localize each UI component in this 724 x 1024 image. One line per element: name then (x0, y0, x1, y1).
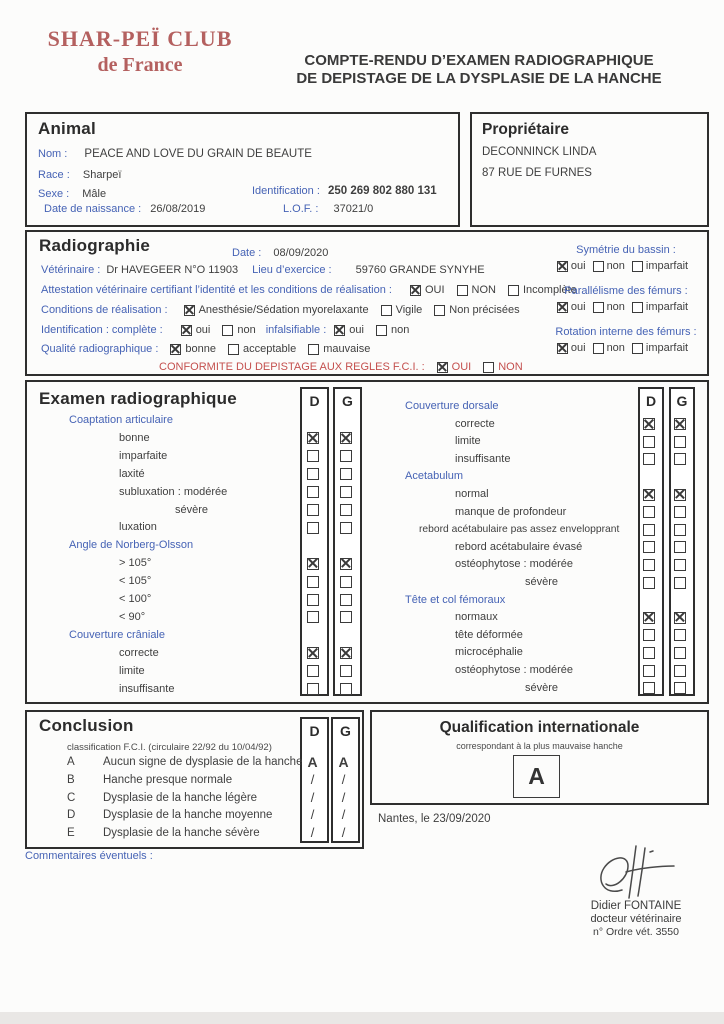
checkbox-unchecked-icon[interactable] (508, 285, 519, 296)
conclusion-d-value: / (310, 825, 315, 841)
checkbox-option (410, 284, 445, 296)
option-label: bonne (185, 343, 217, 355)
col-g-header: G (342, 393, 353, 409)
option-label: imparfait (645, 260, 689, 272)
symetrie-bassin-group (547, 242, 705, 278)
veterinaire-label: Vétérinaire : (41, 264, 101, 276)
club-name-line2: de France (97, 54, 183, 76)
option-label: non (390, 324, 410, 336)
option-label: acceptable (243, 343, 297, 355)
commentaires-label: Commentaires éventuels : (25, 850, 153, 862)
exam-criterion-label: tête déformée (455, 628, 523, 641)
checkbox-unchecked-icon[interactable] (308, 344, 319, 355)
col-d-header: D (309, 393, 320, 409)
checkbox-option (334, 324, 364, 336)
option-label: non (237, 324, 256, 336)
place-date: Nantes, le 23/09/2020 (378, 813, 491, 825)
parallelisme-femurs-options (547, 299, 705, 319)
checkbox-unchecked-icon[interactable] (593, 343, 604, 354)
signataire-name: Didier FONTAINE (590, 900, 682, 912)
exam-criterion-label: sévère (525, 681, 559, 694)
option-label: OUI (451, 361, 472, 373)
exam-section-label: Angle de Norberg-Olsson (69, 539, 194, 552)
option-label: non (606, 301, 625, 313)
exam-criterion-label: limite (119, 664, 145, 677)
signataire-ordre: n° Ordre vét. 3550 (593, 926, 679, 938)
identification-complete-options (181, 324, 256, 336)
document-title-line2: DE DEPISTAGE DE LA DYSPLASIE DE LA HANCHE (296, 70, 662, 87)
option-label: Anesthésie/Sédation myorelaxante (198, 304, 369, 316)
option-label: Incomplète (522, 284, 577, 296)
conclusion-section (25, 710, 364, 849)
checkbox-unchecked-icon[interactable] (643, 682, 655, 694)
checkbox-checked-icon[interactable] (674, 612, 686, 624)
exam-criterion-label: > 105° (119, 557, 152, 570)
sexe-value: Mâle (82, 188, 107, 200)
checkbox-unchecked-icon[interactable] (593, 302, 604, 313)
checkbox-option (593, 340, 625, 357)
race-label: Race : (38, 169, 70, 181)
infalsifiable-options (334, 324, 409, 336)
checkbox-checked-icon[interactable] (334, 325, 345, 336)
checkbox-option (557, 299, 586, 316)
exam-section-label: Couverture dorsale (405, 400, 499, 412)
option-label: NON (498, 361, 523, 373)
conclusion-d-value: A (307, 754, 318, 770)
conclusion-rows (27, 712, 362, 847)
exam-criterion-label: normal (455, 488, 489, 500)
conclusion-d-value: / (310, 771, 315, 787)
checkbox-unchecked-icon[interactable] (674, 682, 686, 694)
option-label: oui (195, 324, 211, 336)
signature-scribble-icon (588, 844, 684, 900)
checkbox-unchecked-icon[interactable] (643, 436, 655, 448)
conclusion-grade-code: A (67, 756, 75, 768)
checkbox-checked-icon[interactable] (181, 325, 192, 336)
exam-criterion-label: < 105° (119, 575, 152, 588)
infalsifiable-label: infalsifiable : (265, 324, 327, 336)
checkbox-unchecked-icon[interactable] (643, 665, 655, 677)
checkbox-option (457, 284, 496, 296)
signataire-titre: docteur vétérinaire (590, 913, 682, 925)
exam-criterion-label: luxation (119, 521, 157, 534)
exam-criterion-label: bonne (119, 431, 150, 444)
checkbox-unchecked-icon[interactable] (483, 362, 494, 373)
checkbox-option (308, 343, 370, 355)
checkbox-option (593, 258, 625, 275)
checkbox-unchecked-icon[interactable] (643, 559, 655, 571)
conclusion-g-value: / (341, 825, 346, 841)
checkbox-option (557, 258, 586, 275)
checkbox-unchecked-icon[interactable] (674, 436, 686, 448)
exam-criterion-label: sévère (175, 503, 209, 516)
checkbox-unchecked-icon[interactable] (228, 344, 239, 355)
exam-criterion-label: ostéophytose : modérée (455, 664, 574, 676)
animal-section (25, 112, 460, 227)
exam-criterion-label: microcéphalie (455, 646, 523, 659)
radiographie-section-title: Radiographie (39, 236, 151, 255)
signature-block (568, 844, 704, 939)
qualification-section (370, 710, 709, 805)
conclusion-grade-label: Aucun signe de dysplasie de la hanche (103, 756, 303, 768)
document-title (248, 52, 710, 88)
conclusion-d-value: / (310, 789, 315, 805)
radiographie-section (25, 230, 709, 376)
option-label: oui (570, 260, 586, 272)
exam-criterion-label: < 100° (119, 593, 152, 605)
radiographie-right-column (547, 242, 705, 365)
col-d-header: D (645, 393, 657, 409)
checkbox-unchecked-icon[interactable] (674, 559, 686, 571)
document-title-line1: COMPTE-RENDU D’EXAMEN RADIOGRAPHIQUE (304, 52, 654, 69)
identification-complete-label: Identification : complète : (41, 324, 163, 336)
col-g-header: G (340, 723, 351, 739)
proprietaire-adresse: 87 RUE DE FURNES (482, 167, 592, 179)
checkbox-unchecked-icon[interactable] (674, 577, 686, 589)
checkbox-unchecked-icon[interactable] (632, 261, 643, 272)
checkbox-unchecked-icon[interactable] (674, 524, 686, 536)
checkbox-option (632, 340, 688, 357)
exam-criterion-label: rebord acétabulaire évasé (455, 540, 583, 553)
qualite-label: Qualité radiographique : (41, 343, 159, 355)
exam-criterion-label: manque de profondeur (455, 505, 567, 518)
checkbox-option (376, 324, 409, 336)
exam-criterion-label: limite (455, 435, 481, 448)
date-label: Date : (232, 247, 262, 259)
conditions-options (184, 304, 520, 316)
checkbox-unchecked-icon[interactable] (376, 325, 387, 336)
checkbox-unchecked-icon[interactable] (674, 665, 686, 677)
qualification-grade-value: A (528, 763, 545, 789)
rotation-femurs-group (547, 324, 705, 360)
lof-label: L.O.F. : (283, 203, 319, 215)
checkbox-option (483, 361, 522, 373)
exam-section-label: Coaptation articulaire (69, 414, 173, 426)
qualification-title: Qualification internationale (439, 719, 640, 736)
option-label: Non précisées (449, 304, 520, 316)
examen-section (25, 380, 709, 704)
conclusion-subtitle: classification F.C.I. (circulaire 22/92 du 10/04/92) (67, 742, 272, 753)
exam-criterion-label: imparfaite (119, 449, 168, 462)
animal-section-title: Animal (38, 119, 96, 138)
checkbox-checked-icon[interactable] (674, 489, 686, 501)
date-value: 08/09/2020 (273, 247, 329, 259)
veterinaire-value: Dr HAVEGEER N°O 11903 (106, 264, 239, 276)
club-name-line1: SHAR-PEÏ CLUB (47, 26, 233, 51)
qualification-subtitle: correspondant à la plus mauvaise hanche (456, 741, 623, 751)
checkbox-option (557, 340, 586, 357)
rotation-femurs-label: Rotation interne des fémurs : (555, 326, 697, 338)
exam-criterion-label: laxité (119, 467, 145, 480)
option-label: Vigile (395, 304, 423, 316)
conclusion-grade-code: C (67, 791, 76, 804)
conformite-options (437, 361, 523, 373)
option-label: oui (570, 301, 586, 313)
checkbox-checked-icon[interactable] (410, 285, 421, 296)
checkbox-option (437, 361, 472, 373)
club-logo (40, 26, 240, 77)
exam-criterion-label: rebord acétabulaire pas assez envelopprant (419, 524, 620, 536)
checkbox-checked-icon[interactable] (184, 305, 195, 316)
checkbox-option (434, 304, 519, 316)
exam-section-label: Tête et col fémoraux (405, 593, 506, 606)
conformite-label: CONFORMITE DU DEPISTAGE AUX REGLES F.C.I. : (159, 361, 425, 373)
conclusion-d-value: / (310, 807, 315, 823)
checkbox-option (181, 324, 211, 336)
proprietaire-section (470, 112, 709, 227)
checkbox-option (381, 304, 423, 316)
conclusion-section-title: Conclusion (39, 716, 134, 735)
checkbox-unchecked-icon[interactable] (643, 541, 655, 553)
qualification-grade-box (513, 755, 560, 798)
checkbox-unchecked-icon[interactable] (457, 285, 468, 296)
checkbox-unchecked-icon[interactable] (674, 541, 686, 553)
checkbox-checked-icon[interactable] (170, 344, 181, 355)
conditions-label: Conditions de réalisation : (41, 304, 168, 316)
symetrie-bassin-label: Symétrie du bassin : (576, 244, 676, 256)
exam-criterion-label: subluxation : modérée (119, 485, 228, 498)
sexe-label: Sexe : (38, 188, 70, 200)
lieu-exercice-label: Lieu d’exercice : (252, 264, 332, 276)
checkbox-unchecked-icon[interactable] (593, 261, 604, 272)
checkbox-unchecked-icon[interactable] (643, 524, 655, 536)
identification-label: Identification : (252, 185, 320, 197)
col-d-header: D (309, 723, 320, 739)
conclusion-g-value: / (341, 807, 346, 823)
conclusion-grade-code: E (67, 827, 75, 840)
checkbox-unchecked-icon[interactable] (643, 629, 655, 641)
lof-value: 37021/0 (333, 203, 374, 215)
nom-value: PEACE AND LOVE DU GRAIN DE BEAUTE (84, 148, 312, 160)
checkbox-unchecked-icon[interactable] (381, 305, 392, 316)
checkbox-unchecked-icon[interactable] (643, 647, 655, 659)
col-g-header: G (676, 393, 688, 409)
checkbox-unchecked-icon[interactable] (632, 343, 643, 354)
exam-criterion-label: sévère (525, 576, 559, 588)
option-label: oui (570, 342, 586, 354)
checkbox-checked-icon[interactable] (643, 612, 655, 624)
symetrie-bassin-options (547, 258, 705, 278)
checkbox-unchecked-icon[interactable] (674, 453, 686, 465)
exam-criterion-label: normaux (455, 611, 498, 624)
rotation-femurs-options (547, 340, 705, 360)
checkbox-checked-icon[interactable] (557, 343, 568, 354)
parallelisme-femurs-label: Parallélisme des fémurs : (564, 285, 688, 297)
exam-section-label: Couverture crâniale (69, 628, 165, 641)
option-label: OUI (424, 284, 445, 296)
examen-section-title: Examen radiographique (39, 389, 237, 408)
checkbox-checked-icon[interactable] (643, 418, 655, 430)
parallelisme-femurs-group (547, 283, 705, 319)
checkbox-option (632, 258, 688, 275)
option-label: imparfait (645, 342, 689, 354)
conclusion-grade-label: Dysplasie de la hanche sévère (103, 827, 260, 840)
checkbox-unchecked-icon[interactable] (222, 325, 233, 336)
checkbox-unchecked-icon[interactable] (643, 506, 655, 518)
conclusion-grade-label: Hanche presque normale (103, 773, 233, 786)
examen-right-rows (27, 382, 707, 702)
checkbox-option (632, 299, 688, 316)
checkbox-option (222, 324, 255, 336)
checkbox-unchecked-icon[interactable] (674, 647, 686, 659)
lieu-exercice-value: 59760 GRANDE SYNYHE (355, 264, 485, 276)
checkbox-checked-icon[interactable] (674, 418, 686, 430)
option-label: non (606, 342, 625, 354)
exam-criterion-label: ostéophytose : modérée (455, 558, 574, 571)
scan-edge (0, 1012, 724, 1024)
naissance-label: Date de naissance : (44, 203, 142, 215)
exam-section-label: Acetabulum (405, 470, 464, 483)
exam-criterion-label: < 90° (119, 610, 146, 623)
conclusion-grade-code: D (67, 809, 76, 822)
checkbox-checked-icon[interactable] (643, 489, 655, 501)
exam-criterion-label: correcte (455, 417, 495, 430)
option-label: NON (471, 284, 496, 296)
conclusion-g-value: A (338, 754, 349, 770)
checkbox-option (228, 343, 296, 355)
checkbox-unchecked-icon[interactable] (643, 453, 655, 465)
option-label: oui (349, 324, 364, 336)
checkbox-checked-icon[interactable] (557, 302, 568, 313)
option-label: mauvaise (323, 343, 371, 355)
attestation-label: Attestation vétérinaire certifiant l’identité et les conditions de réalisation : (41, 284, 392, 296)
option-label: imparfait (645, 301, 689, 313)
qualite-options (170, 343, 370, 355)
exam-criterion-label: insuffisante (119, 682, 175, 695)
checkbox-checked-icon[interactable] (557, 261, 568, 272)
option-label: non (606, 260, 625, 272)
naissance-value: 26/08/2019 (150, 203, 206, 215)
exam-criterion-label: correcte (119, 646, 159, 659)
nom-label: Nom : (38, 148, 68, 160)
checkbox-unchecked-icon[interactable] (434, 305, 445, 316)
conclusion-grade-code: B (67, 773, 75, 786)
checkbox-checked-icon[interactable] (437, 362, 448, 373)
checkbox-unchecked-icon[interactable] (632, 302, 643, 313)
identification-value: 250 269 802 880 131 (327, 185, 437, 197)
conclusion-grade-label: Dysplasie de la hanche moyenne (103, 809, 273, 822)
checkbox-unchecked-icon[interactable] (674, 506, 686, 518)
race-value: Sharpeï (82, 169, 122, 181)
conclusion-g-value: / (341, 771, 346, 787)
conclusion-grade-label: Dysplasie de la hanche légère (103, 791, 258, 804)
exam-criterion-label: insuffisante (455, 452, 511, 465)
checkbox-option (170, 343, 216, 355)
checkbox-unchecked-icon[interactable] (674, 629, 686, 641)
checkbox-unchecked-icon[interactable] (643, 577, 655, 589)
conclusion-g-value: / (341, 789, 346, 805)
checkbox-option (184, 304, 369, 316)
checkbox-option (593, 299, 625, 316)
proprietaire-section-title: Propriétaire (482, 121, 570, 138)
proprietaire-nom: DECONNINCK LINDA (482, 146, 597, 158)
